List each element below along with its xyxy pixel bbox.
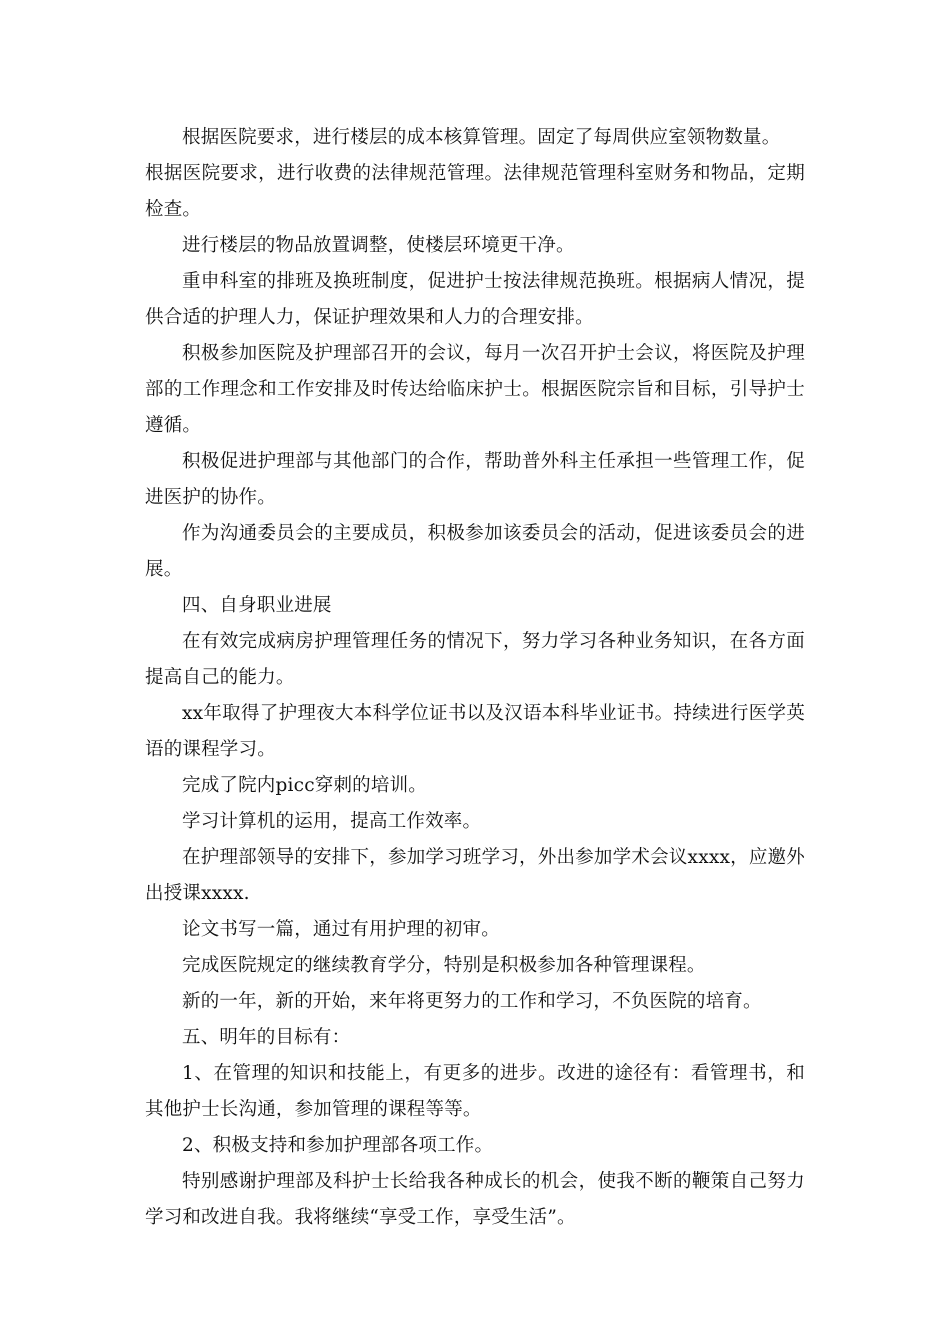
document-page bbox=[145, 120, 805, 1236]
paragraph-thesis: 论文书写一篇，通过有用护理的初审。 bbox=[182, 919, 500, 940]
goal-item-1: 1、在管理的知识和技能上，有更多的进步。改进的途径有：看管理书，和其他护士长沟通，参加管理的课程等等。 bbox=[145, 1063, 805, 1120]
paragraph-scheduling: 重申科室的排班及换班制度，促进护士按法律规范换班。根据病人情况，提供合适的护理人力，保证护理效果和人力的合理安排。 bbox=[145, 271, 805, 328]
section-heading-career: 四、自身职业进展 bbox=[182, 595, 332, 616]
paragraph-degree: xx年取得了护理夜大本科学位证书以及汉语本科毕业证书。持续进行医学英语的课程学习。 bbox=[145, 703, 805, 760]
paragraph-new-year: 新的一年，新的开始，来年将更努力的工作和学习，不负医院的培育。 bbox=[182, 991, 762, 1012]
paragraph-committee: 作为沟通委员会的主要成员，积极参加该委员会的活动，促进该委员会的进展。 bbox=[145, 523, 805, 580]
paragraph-computer: 学习计算机的运用，提高工作效率。 bbox=[182, 811, 482, 832]
paragraph-study: 在有效完成病房护理管理任务的情况下，努力学习各种业务知识，在各方面提高自己的能力。 bbox=[145, 631, 805, 688]
paragraph-meetings: 积极参加医院及护理部召开的会议，每月一次召开护士会议，将医院及护理部的工作理念和工作安排及时传达给临床护士。根据医院宗旨和目标，引导护士遵循。 bbox=[145, 343, 805, 436]
paragraph-thanks: 特别感谢护理部及科护士长给我各种成长的机会，使我不断的鞭策自己努力学习和改进自我。我将继续“享受工作，享受生活”。 bbox=[145, 1171, 805, 1228]
paragraph-conferences: 在护理部领导的安排下，参加学习班学习，外出参加学术会议xxxx，应邀外出授课xxxx. bbox=[145, 847, 805, 904]
paragraph-picc-training: 完成了院内picc穿刺的培训。 bbox=[182, 775, 427, 796]
paragraph-floor-environment: 进行楼层的物品放置调整，使楼层环境更干净。 bbox=[182, 235, 575, 256]
paragraph-cost-accounting: 根据医院要求，进行楼层的成本核算管理。固定了每周供应室领物数量。 bbox=[182, 127, 781, 148]
section-heading-goals: 五、明年的目标有： bbox=[182, 1027, 351, 1048]
goal-item-2: 2、积极支持和参加护理部各项工作。 bbox=[182, 1135, 494, 1156]
paragraph-education-credits: 完成医院规定的继续教育学分，特别是积极参加各种管理课程。 bbox=[182, 955, 706, 976]
paragraph-fee-management: 根据医院要求，进行收费的法律规范管理。法律规范管理科室财务和物品，定期检查。 bbox=[145, 163, 805, 220]
paragraph-cooperation: 积极促进护理部与其他部门的合作，帮助普外科主任承担一些管理工作，促进医护的协作。 bbox=[145, 451, 805, 508]
